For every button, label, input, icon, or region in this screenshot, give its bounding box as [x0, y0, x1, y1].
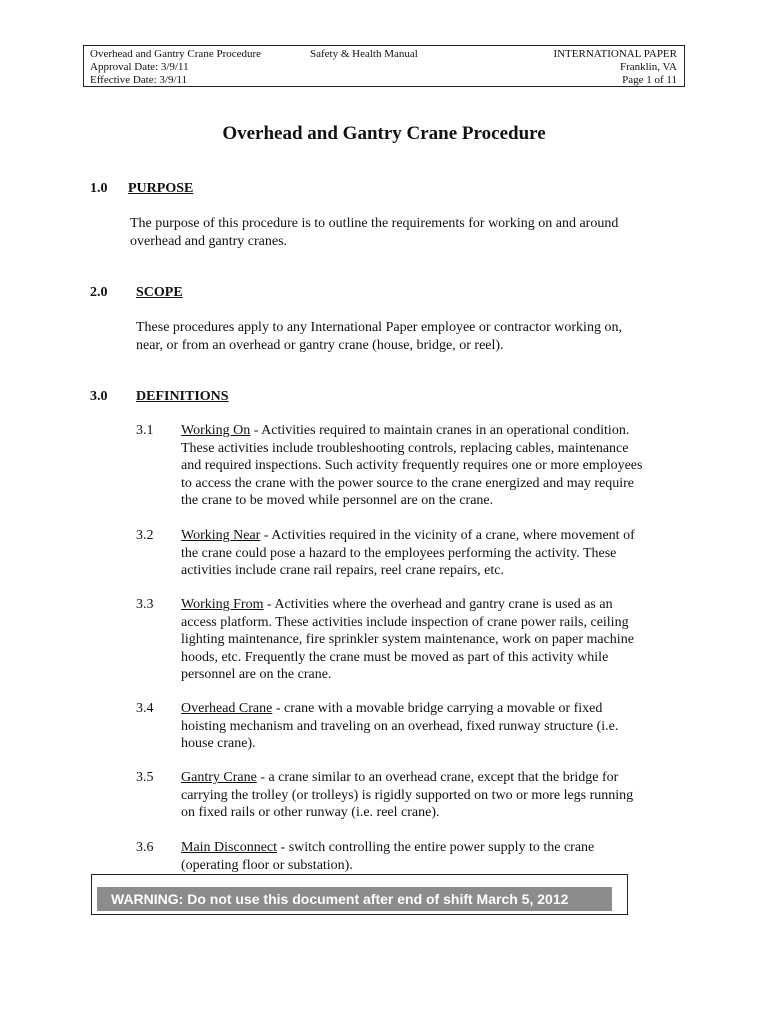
definition-body — [181, 422, 691, 510]
definition-number: 3.6 — [136, 840, 154, 855]
definition-body — [181, 527, 691, 580]
header-company: INTERNATIONAL PAPER — [553, 48, 677, 60]
definition-line: and required inspections. Such activity frequently requires one or more employees — [181, 458, 643, 473]
definition-text: - crane with a movable bridge carrying a movable or fixed — [272, 701, 603, 716]
definition-body — [181, 839, 691, 874]
header-doc-title: Overhead and Gantry Crane Procedure — [90, 48, 262, 60]
definition-line: to access the crane with the power source to the crane energized and may require — [181, 475, 634, 491]
header-right — [553, 48, 677, 87]
header-page-number: Page 1 of 11 — [622, 74, 677, 86]
header-left — [90, 48, 261, 87]
definition-number: 3.4 — [136, 701, 154, 716]
definition-term: Main Disconnect — [181, 840, 278, 855]
header-location: Franklin, VA — [619, 61, 677, 73]
definition-number: 3.5 — [136, 770, 154, 785]
section-title: PURPOSE — [128, 181, 194, 196]
warning-box — [91, 874, 628, 915]
definition-line: the crane could pose a hazard to the employees performing the activity. These — [181, 545, 617, 561]
section-title: SCOPE — [136, 285, 183, 300]
body-line: These procedures apply to any International Paper employee or contractor working on, — [136, 320, 622, 335]
definition-line: carrying the trolley (or trolleys) is rigidly supported on two or more legs running — [181, 787, 634, 803]
definition-line: personnel are on the crane. — [181, 667, 332, 682]
section-number: 1.0 — [90, 181, 108, 196]
definition-term: Overhead Crane — [181, 701, 273, 716]
header-approval-date: Approval Date: 3/9/11 — [90, 61, 189, 73]
definition-body — [181, 769, 691, 822]
definition-line: hoisting mechanism and traveling on an overhead, fixed runway structure (i.e. — [181, 718, 619, 734]
body-line: The purpose of this procedure is to outline the requirements for working on and around — [130, 216, 619, 231]
definition-body — [181, 700, 691, 753]
definition-line: house crane). — [181, 736, 256, 751]
definition-number: 3.2 — [136, 528, 154, 543]
definition-text: - Activities where the overhead and gantry crane is used as an — [263, 597, 613, 612]
section-body-scope — [136, 319, 696, 355]
warning-banner: WARNING: Do not use this document after end of shift March 5, 2012 — [97, 887, 612, 911]
definition-line: hoods, etc. Frequently the crane must be moved as part of this activity while — [181, 649, 609, 665]
definition-line: access platform. These activities include inspection of crane power rails, ceiling — [181, 614, 629, 630]
definition-line: activities include crane rail repairs, reel crane repairs, etc. — [181, 563, 504, 578]
header-manual-name: Safety & Health Manual — [310, 48, 418, 60]
section-number: 2.0 — [90, 285, 108, 300]
definition-line: the crane to be moved while personnel are on the crane. — [181, 493, 494, 508]
body-line: near, or from an overhead or gantry crane (house, bridge, or reel). — [136, 338, 504, 353]
definition-term: Working On — [181, 423, 251, 438]
section-body-purpose — [130, 215, 690, 251]
definition-text: - Activities required to maintain cranes in an operational condition. — [250, 423, 630, 438]
section-number: 3.0 — [90, 389, 108, 404]
definition-term: Working Near — [181, 528, 261, 543]
document-header — [83, 45, 685, 87]
definition-body — [181, 596, 691, 684]
definition-text: - Activities required in the vicinity of a crane, where movement of — [260, 528, 635, 543]
definition-text: - switch controlling the entire power supply to the crane — [277, 840, 595, 855]
body-line: overhead and gantry cranes. — [130, 234, 288, 249]
definition-term: Working From — [181, 597, 264, 612]
definition-line: (operating floor or substation). — [181, 857, 353, 873]
definition-line: lighting maintenance, fire sprinkler system maintenance, work on paper machine — [181, 632, 634, 647]
definition-number: 3.1 — [136, 423, 154, 438]
definition-line: These activities include troubleshooting controls, replacing cables, maintenance — [181, 440, 629, 456]
definition-term: Gantry Crane — [181, 770, 257, 785]
definition-number: 3.3 — [136, 597, 154, 612]
definition-line: on fixed rails or other runway (i.e. reel crane). — [181, 805, 440, 820]
page-title: Overhead and Gantry Crane Procedure — [222, 123, 546, 144]
header-effective-date: Effective Date: 3/9/11 — [90, 74, 188, 86]
definition-text: - a crane similar to an overhead crane, except that the bridge for — [256, 770, 619, 785]
section-title: DEFINITIONS — [136, 389, 229, 404]
